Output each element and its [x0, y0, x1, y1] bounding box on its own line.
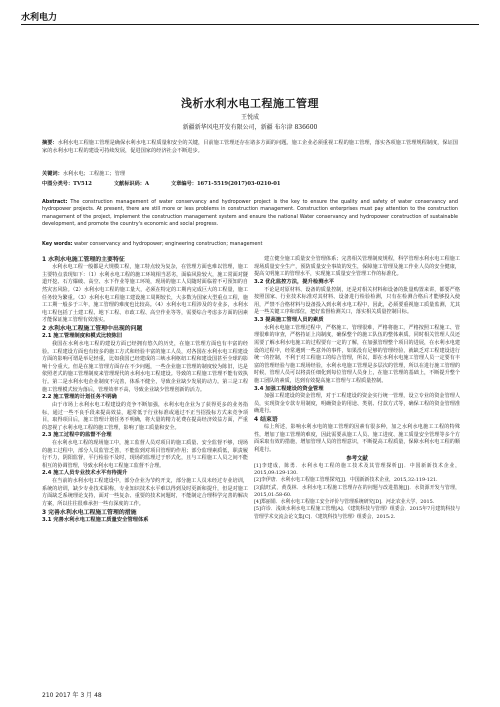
section-2-4-text: 在当前的水利水电工程建设中，部分企业为节约开支，部分施工人员未经过专业培训，系统的培训，缺少专业技术职称，专业知识技术水平难以得到及时更新和提升，但是对施工方面缺乏系统理论支持，面对一些复杂、重要的技术问题时，不能制定合理科学完善的解决方案，所以往往很难承担一些有深度的工作。 — [42, 478, 248, 508]
section-2-4-heading: 2.4 施工人员专业技术水平有待提升 — [42, 470, 128, 477]
journal-section-label: 水利电力 — [21, 13, 58, 23]
left-column — [42, 256, 248, 525]
abstract-cn-label: 摘要： — [42, 140, 58, 146]
section-2-1-text: 我国在水利水电工程的建设方面已经拥有悠久的历史，在施工管理方面也有丰富的经验。工程建设方面也有较多的施工方式和经验丰富的施工人员，对各国在水利水电工程建设方面的影响可谓是举足轻重，比如我国已经建成的三峡水利枢纽工程和建设国甚至全球的影响十分重大。但是在施工管理方面存在不少问题，一些企业施工管理的制度较为陈旧，达是依照老式的施工管理制度来管理现代的水利水电工程建设。导致的工程施工管理不能有效执行。第二是水利水电企业制度不完善，体系不健全，导致企业缺少发展的动力。第三是工程施工管理模式较为落后，管理效率不高，导致企业缺少管理创新的活力。 — [42, 340, 248, 393]
abstract-en-text: The construction management of water conservancy and hydropower project is the key to ensure the quality and safety of water conservancy and hydropower projects. At present, there are still more or less problems in construction management. Construction enterprises must pay attention to the construction management of the project, implement the construction management system and ensure the national Water conservancy and hydropower construction of sustainable development, and promote the country's economic and social progress. — [42, 199, 458, 227]
keywords-en — [42, 241, 458, 249]
section-2-3-text: 在水利水电工程的现场施工中，施工监督人员对项目的施工质量、安全监督不够，现场的施工过程中，部分人员监管乏善，不能监到对项目管理的作用；部分监理素质低，职责履行不力，阴阳监督，平行检验不及时，现场的监理过于形式化，且与工程施工人员之间不能相互的协调管理，导致水利水电工程施工监督不合理。 — [42, 440, 248, 469]
reference-item: [5]许诊．浅谈水利水电工程施工管理[A]．《建筑科技与管理》组委会．2015年7月建筑科技与管理学术交流会论文集[C]．《建筑科技与管理》组委会，2015:2. — [254, 506, 460, 520]
keywords-en-label: Key words: — [42, 241, 73, 247]
keywords-cn-text: 水利水电；工程施工；管理 — [62, 171, 126, 177]
keywords-en-text: water conservancy and hydropower; engineering construction; management — [74, 241, 263, 247]
reference-item: [1]李建成，陈勇．水利水电工程的施工技术及其管理探析[J]．中国新新技术企业，2015,09:129-130. — [254, 462, 460, 476]
section-3-1-heading: 3.1 完善水利水电工程施工质量安全管理体系 — [42, 516, 149, 523]
section-3-2-text: 不论是对原材料、设备的质量控制，还是对相关材料和设备的批量购置来讲，都要严格按照国家、行业技术标准对其材料、设备进行检验检测，只有在检测合格后才能够投入使用，严禁不合格材料与设备投入到水利水电工程中，因此，必须要重视施工质量监测，尤其是一些关键工序和部位，把好监督检测关口，落实相关质量控制目标。 — [254, 286, 460, 316]
section-3-3-heading: 3.3 提高施工管理人员的素质 — [254, 316, 324, 323]
classification-line — [42, 180, 458, 187]
article-number: 文章编号：1671-5519(2017)03-0210-01 — [171, 181, 281, 187]
section-4-text: 综上所述，影响水利水电的施工管理的因素有很多种，加之水利水电施工工程的特殊性，增加了施工管理的难度，因此需要从施工人员、施工进度、施工质量安全管理等多个方面采取有效的措施，增加管理人员的管理意识，不断提高工程质量，保障水利水电工程的顺利进行。 — [254, 424, 460, 454]
header-rule — [21, 24, 479, 25]
section-3-heading: 3 完善水利水电工程施工管理的措施 — [42, 509, 137, 516]
references-heading: 参考文献 — [346, 455, 368, 462]
reference-item: [4]郑丽娟．水利水电工程施工安全评价与管理系统研究[D]．河北农业大学，2015. — [254, 499, 435, 506]
article-author: 王悦成 — [240, 114, 259, 121]
section-3-1-text: 建立健全施工质量安全管理体系；完善相关管理制度规程，科学管理水利水电工程施工现场质量安全生产，预防质量安全事故的发生，保障施工管理及施工作业人员的安全健康，提高文明施工的管理水平，实现施工质量安全管理工作的标准化。 — [254, 256, 460, 278]
section-1-text: 水利水电工程一般都是大规模工程，施工特点较为复杂，在管理方面也难以管理，施工主要特点表现如下：（1）水利水电工程的施工环境相当恶劣，面临风险较大，施工常面对隧道开挖、石方爆破、高空、水下作业等施工环境，现场的施工人员随时面临着不可预知的自然灾害风险。（2）水利水电工程的施工量大，必须在特定的工期内完成巨大的工程量，施工任务较为繁重。（3）水利水电工程施工建设施工周期较长，大多数为国家大型重点工程，施工工期一般多于三年，施工管理的难度也比较高。（4）水利水电工程涉及的专业多，水利水电工程包括了土建工程、地下工程、市政工程、高空作业等等，需要综合考虑多方面的因素才能保证施工管理有效落实。 — [42, 264, 248, 324]
section-4-heading: 4 结束语 — [254, 417, 278, 424]
section-3-2-heading: 3.2 优化监控方法，提升检测水平 — [254, 278, 335, 285]
page-footer: 210 2017 年 3 月 48 — [42, 692, 102, 699]
section-3-4-heading: 3.4 加强工程建设的资金管理 — [254, 385, 324, 392]
abstract-en — [42, 199, 458, 228]
reference-item: [2]李伊唐．水利水电工程施工管理探究[J]．中国新新技术企业，2015,32:119-121. — [254, 477, 438, 484]
section-2-2-heading: 2.2 施工管理的计划任务不明确 — [42, 394, 117, 401]
author-affiliation: 新疆新华风电开发有限公司，新疆 布尔津 836600 — [182, 124, 318, 131]
article-title: 浅析水利水电工程施工管理 — [181, 97, 319, 110]
abstract-cn — [42, 140, 458, 155]
abstract-en-label: Abstract: — [42, 199, 68, 205]
document-code: 文献标识码：A — [113, 181, 149, 187]
section-3-4-text: 加强工程建设的资金管理，对于工程建设的资金实行统一管理，设立专业的资金管理人员，实现资金专款专用制度，明确资金的用途、类别、付款方式等，确保工程的资金管理准确进行。 — [254, 393, 460, 415]
clc-number: 中图分类号：TV512 — [42, 181, 92, 187]
abstract-cn-text: 水利水电工程施工管理是确保水利水电工程质量和安全的关键，目前施工管理还存在诸多方面的问题。施工企业必须重视工程的施工管理，落实各项施工管理规程制度，保证国家的水利水电工程的建设可持续发展，促进国家的经济社会不断进步。 — [42, 140, 458, 154]
section-2-2-text: 由于市场上水利水电工程建设的竞争不断加强，水利水电企业为了获得更多的业务指标，通过一些不良手段来提高效益，超常低于行业标准或通过不正当招投标方式来竞争项目，取得项目后，施工管理计划任务不明确，将大量的精力花费在提高经济效益方面，严重的忽视了水利水电工程的施工管理，影响了施工质量和安全。 — [42, 401, 248, 431]
section-3-3-text: 水利水电施工管理过程中，严格施工、管理很难，严格将施工，严格按照工程施工、管理很难的审查，严格持证上岗制度，确保整个的施工队伍的整体素质。同时相关管理人员还需要了解水利水电施工的过程要有一定的了解，在加强管理整个项目的进展，在水利水电建设的过程中，经常遇到一些意外的事件，如果没有足够的管理经验，就缺乏对工程建设进行统一的控制，不利于对工程施工的综合管理，所以，即在水利水电施工管理人员一定要有丰富的管理经验与施工现场经验，水利水电施工管理是多层次的管理，所以在进行施工管理的时候，管理人员可以将责任细化到每位管理人员身上，在施工管理的基础上，不断提升整个施工团队的素质，达到有效提高施工管理与工程质量控制。 — [254, 324, 460, 384]
reference-item: [3]陆旺武，黄茂林．水利水电工程施工管理存在的问题与改进措施[J]．水资源开发与管理，2015,01:58-60. — [254, 484, 460, 498]
section-1-heading: 1 水利水电施工管理的主要特征 — [42, 257, 125, 263]
section-2-1-heading: 2.1 施工管理制度和模式比较陈旧 — [42, 333, 123, 340]
keywords-cn-label: 关键词： — [42, 171, 63, 177]
right-column — [254, 256, 460, 521]
section-2-3-heading: 2.3 施工过程中的监督不合理 — [42, 432, 112, 439]
keywords-cn — [42, 171, 458, 179]
section-2-heading: 2 水利水电工程施工管理中出现的问题 — [42, 325, 143, 332]
